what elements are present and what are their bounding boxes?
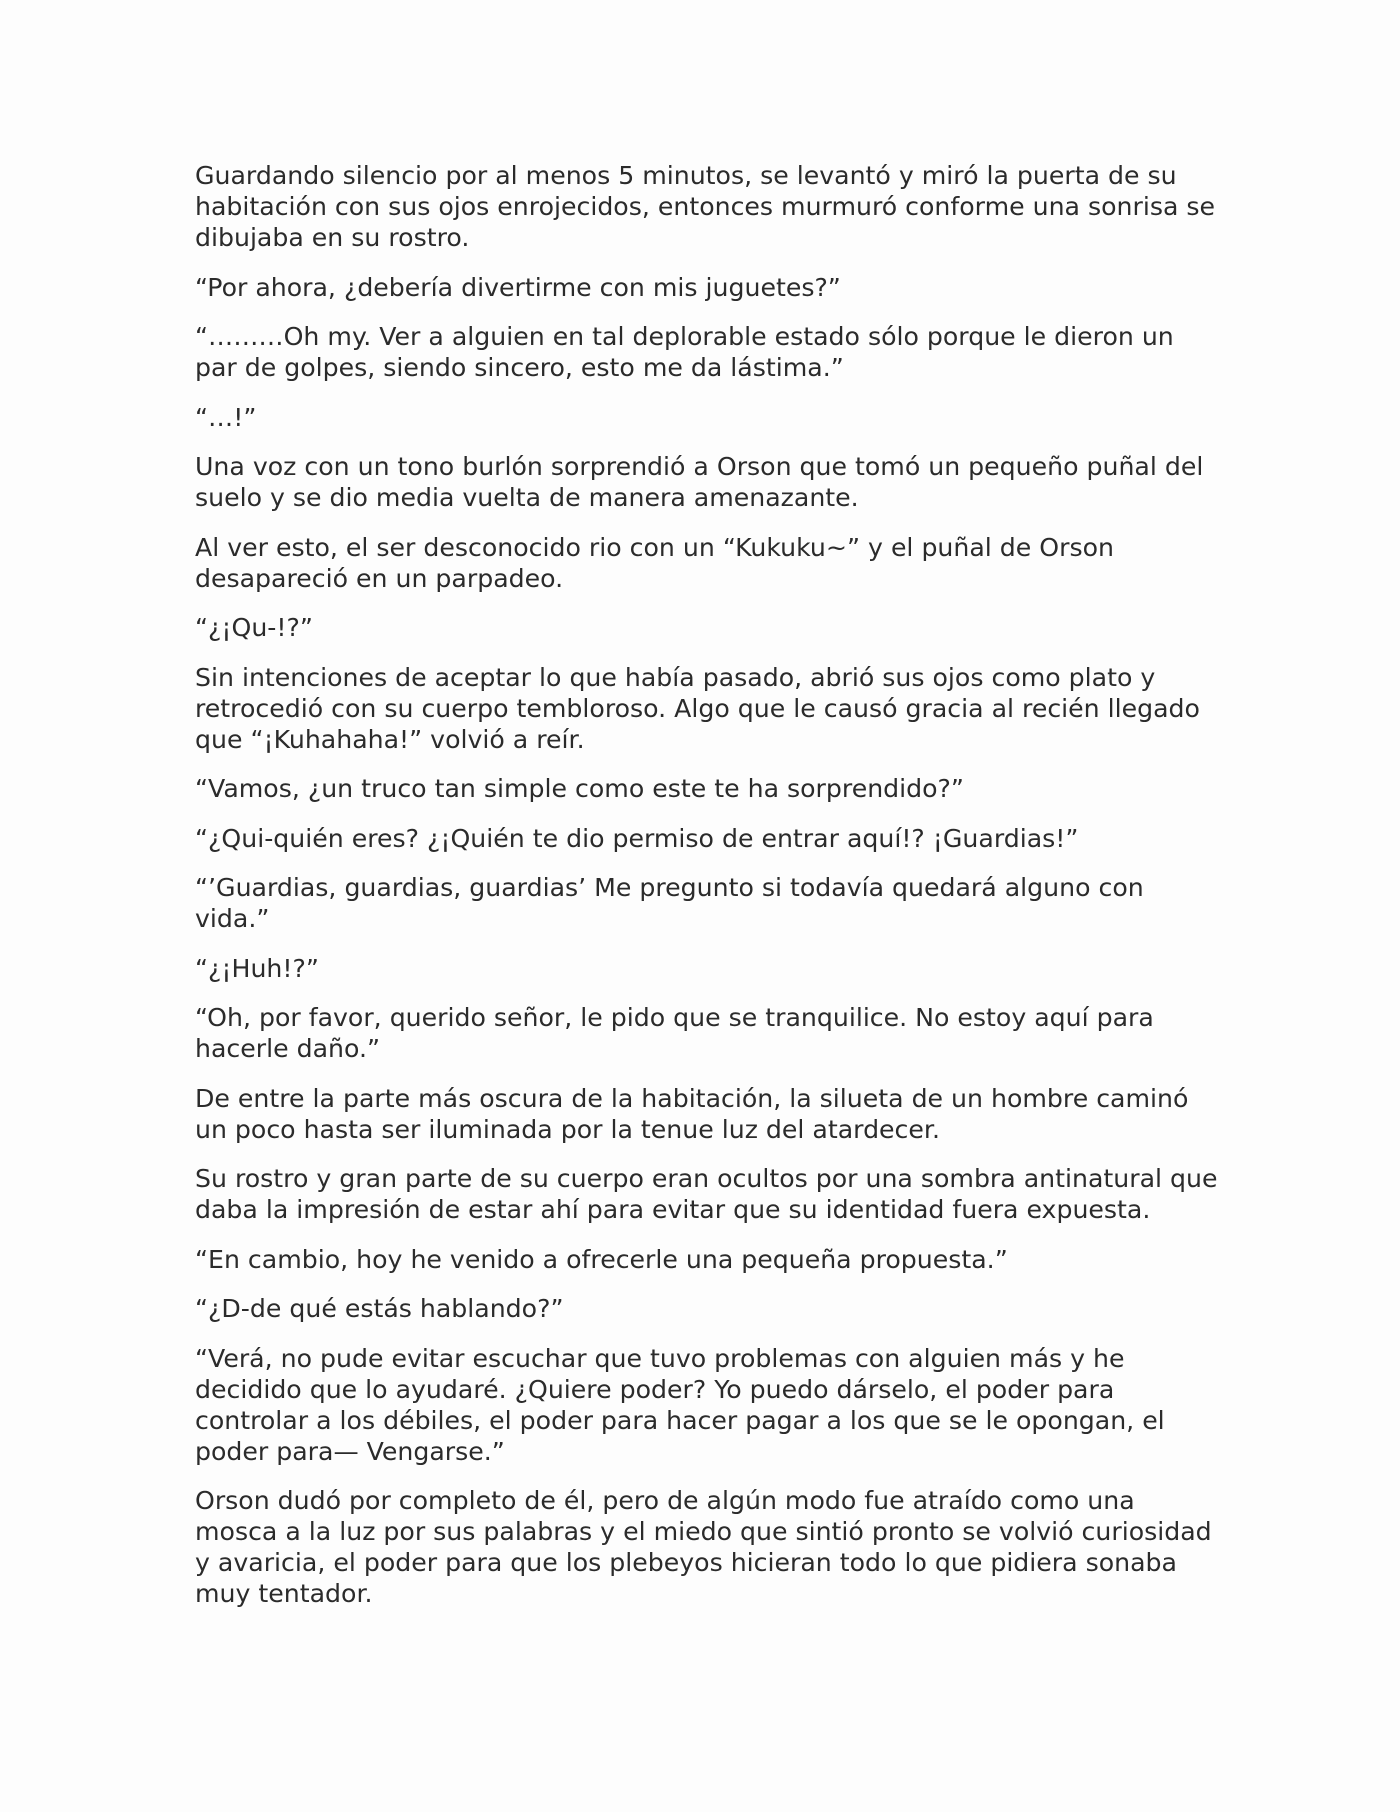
paragraph: “¿Qui-quién eres? ¿¡Quién te dio permiso de entrar aquí!? ¡Guardias!” [195,823,1079,853]
paragraph: “¿¡Huh!?” [195,953,319,983]
paragraph: De entre la parte más oscura de la habitación, la silueta de un hombre caminó un poco hasta ser iluminada por la tenue luz del atardecer. [195,1083,1189,1144]
paragraph: “Oh, por favor, querido señor, le pido que se tranquilice. No estoy aquí para hacerle daño.” [195,1003,1154,1063]
paragraph: Su rostro y gran parte de su cuerpo eran ocultos por una sombra antinatural que daba la impresión de estar ahí para evitar que su identidad fuera expuesta. [195,1164,1218,1224]
paragraph: Sin intenciones de aceptar lo que había pasado, abrió sus ojos como plato y retrocedió con su cuerpo tembloroso. Algo que le causó gracia al recién llegado que “¡Kuhahaha!” volvió a reír. [195,662,1200,754]
paragraph: “¿¡Qu-!?” [195,613,313,642]
paragraph: “En cambio, hoy he venido a ofrecerle una pequeña propuesta.” [195,1244,1008,1274]
paragraph: Una voz con un tono burlón sorprendió a Orson que tomó un pequeño puñal del suelo y se dio media vuelta de manera amenazante. [195,452,1204,512]
paragraph: “Verá, no pude evitar escuchar que tuvo problemas con alguien más y he decidido que lo ayudaré. ¿Quiere poder? Yo puedo dárselo, el poder para controlar a los débiles, el poder para hacer pagar a los que se le opongan, el poder para— Vengarse.” [195,1343,1165,1466]
paragraph: “………Oh my. Ver a alguien en tal deplorable estado sólo porque le dieron un par de golpes, siendo sincero, esto me da lástima.” [195,322,1174,382]
paragraph: “Vamos, ¿un truco tan simple como este te ha sorprendido?” [195,774,964,803]
paragraph: Orson dudó por completo de él, pero de algún modo fue atraído como una mosca a la luz por sus palabras y el miedo que sintió pronto se volvió curiosidad y avaricia, el poder para que los plebeyos hicieran todo lo que pidiera sonaba muy tentador. [195,1486,1212,1608]
paragraph: “…!” [195,402,257,432]
paragraph: Al ver esto, el ser desconocido rio con un “Kukuku~” y el puñal de Orson desapareció en un parpadeo. [195,532,1114,593]
document-body [195,160,1220,1628]
paragraph: Guardando silencio por al menos 5 minutos, se levantó y miró la puerta de su habitación con sus ojos enrojecidos, entonces murmuró conforme una sonrisa se dibujaba en su rostro. [195,161,1216,252]
paragraph: “’Guardias, guardias, guardias’ Me pregunto si todavía quedará alguno con vida.” [195,873,1144,933]
paragraph: “¿D-de qué estás hablando?” [195,1294,564,1323]
paragraph: “Por ahora, ¿debería divertirme con mis juguetes?” [195,272,841,302]
